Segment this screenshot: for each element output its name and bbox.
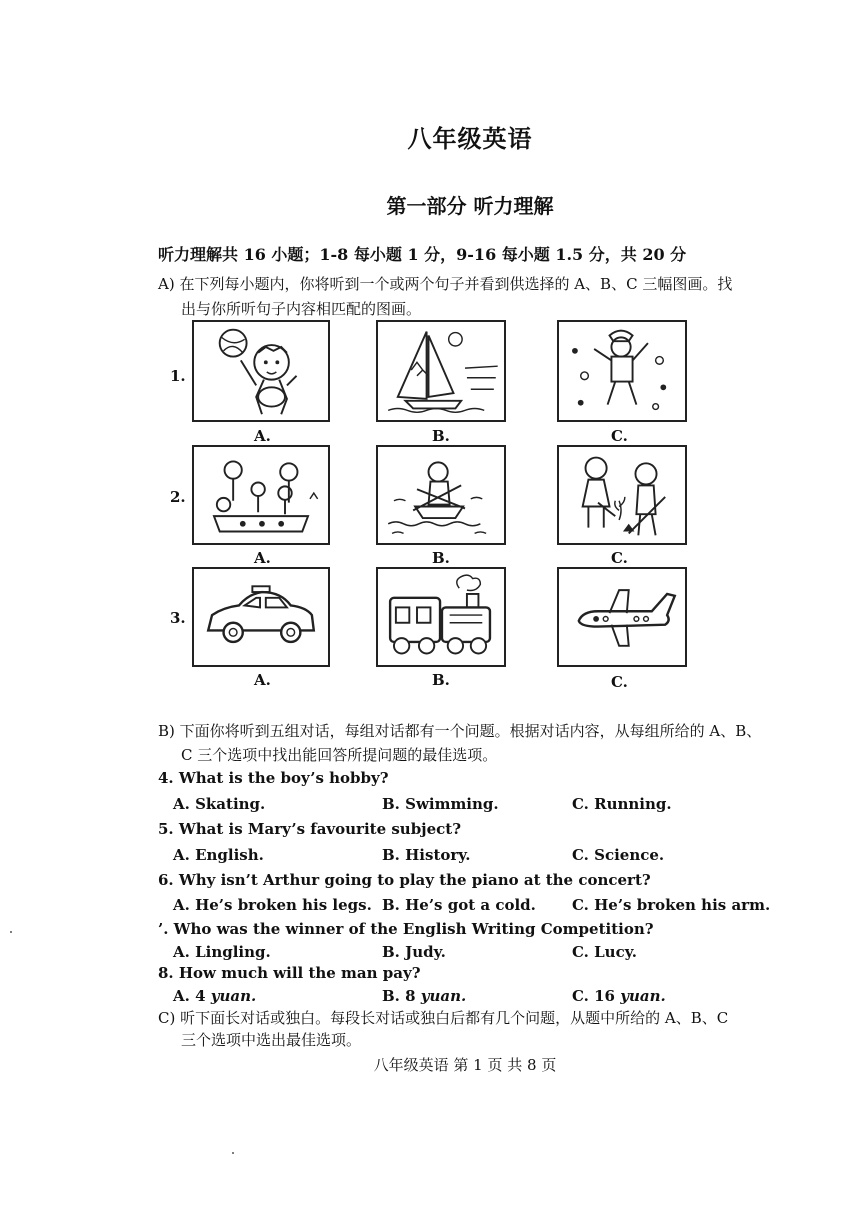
option-a-value: A. 4 bbox=[173, 987, 206, 1005]
option-a: A. English. bbox=[173, 846, 264, 864]
option-label: C. bbox=[611, 673, 628, 691]
picture-2c bbox=[557, 445, 687, 545]
steam-train-icon bbox=[378, 569, 504, 665]
part-title: 第一部分 听力理解 bbox=[386, 194, 554, 218]
taxi-car-icon bbox=[194, 569, 328, 665]
section-c-instruction-1: C) 听下面长对话或独白。每段长对话或独白后都有几个问题，从题中所给的 A、B、C bbox=[158, 1009, 729, 1027]
option-c: C. Lucy. bbox=[572, 943, 637, 961]
picture-1c bbox=[557, 320, 687, 422]
question-8: 8. How much will the man pay? bbox=[158, 964, 421, 982]
option-b: B. Swimming. bbox=[382, 795, 499, 813]
picture-2a bbox=[192, 445, 330, 545]
section-c-instruction-2: 三个选项中选出最佳选项。 bbox=[181, 1031, 362, 1049]
option-c: C. He’s broken his arm. bbox=[572, 896, 771, 914]
section-b-instruction-1: B) 下面你将听到五组对话，每组对话都有一个问题。根据对话内容，从每组所给的 A、B、 bbox=[158, 722, 762, 740]
option-a bbox=[173, 987, 256, 1005]
question-4: 4. What is the boy’s hobby? bbox=[158, 769, 389, 787]
question-number: 2. bbox=[170, 488, 186, 506]
option-b-value: B. 8 bbox=[382, 987, 416, 1005]
option-label: C. bbox=[611, 427, 628, 445]
option-c: C. Science. bbox=[572, 846, 665, 864]
page-title: 八年级英语 bbox=[407, 124, 533, 153]
intro-line: 听力理解共 16 小题；1-8 每小题 1 分，9-16 每小题 1.5 分，共 20 分 bbox=[158, 245, 687, 264]
picture-3a bbox=[192, 567, 330, 667]
question-5: 5. What is Mary’s favourite subject? bbox=[158, 820, 462, 838]
question-7: ’. Who was the winner of the English Writing Competition? bbox=[158, 920, 654, 938]
unit: yuan. bbox=[210, 987, 257, 1005]
option-label: A. bbox=[254, 549, 271, 567]
option-label: A. bbox=[254, 427, 271, 445]
picture-3c bbox=[557, 567, 687, 667]
option-b: B. Judy. bbox=[382, 943, 446, 961]
scan-speck bbox=[10, 931, 12, 933]
airplane-icon bbox=[559, 569, 685, 665]
children-planting-tree-icon bbox=[559, 447, 685, 543]
question-6: 6. Why isn’t Arthur going to play the piano at the concert? bbox=[158, 871, 651, 889]
option-label: A. bbox=[254, 671, 271, 689]
option-a: A. He’s broken his legs. bbox=[173, 896, 372, 914]
picture-3b bbox=[376, 567, 506, 667]
picture-1a bbox=[192, 320, 330, 422]
option-c: C. Running. bbox=[572, 795, 672, 813]
unit: yuan. bbox=[620, 987, 666, 1005]
family-picnic-icon bbox=[194, 447, 328, 543]
rock-climber-icon bbox=[559, 322, 685, 420]
option-c bbox=[572, 987, 666, 1005]
option-a: A. Lingling. bbox=[173, 943, 271, 961]
volleyball-player-icon bbox=[194, 322, 328, 420]
question-number: 1. bbox=[170, 367, 186, 385]
section-b-instruction-2: C 三个选项中找出能回答所提问题的最佳选项。 bbox=[181, 746, 498, 764]
picture-2b bbox=[376, 445, 506, 545]
option-a: A. Skating. bbox=[173, 795, 266, 813]
boy-rowing-boat-icon bbox=[378, 447, 504, 543]
option-b: B. History. bbox=[382, 846, 471, 864]
option-label: B. bbox=[432, 427, 450, 445]
unit: yuan. bbox=[420, 987, 467, 1005]
picture-1b bbox=[376, 320, 506, 422]
option-b bbox=[382, 987, 466, 1005]
scan-speck bbox=[232, 1152, 234, 1154]
page-footer: 八年级英语 第 1 页 共 8 页 bbox=[373, 1056, 557, 1074]
section-a-instruction-1: A) 在下列每小题内，你将听到一个或两个句子并看到供选择的 A、B、C 三幅图画。找 bbox=[158, 275, 733, 293]
option-label: B. bbox=[432, 671, 450, 689]
sailboat-icon bbox=[378, 322, 504, 420]
option-c-value: C. 16 bbox=[572, 987, 615, 1005]
question-number: 3. bbox=[170, 609, 186, 627]
option-label: B. bbox=[432, 549, 450, 567]
section-a-instruction-2: 出与你所听句子内容相匹配的图画。 bbox=[181, 300, 422, 318]
option-b: B. He’s got a cold. bbox=[382, 896, 536, 914]
option-label: C. bbox=[611, 549, 628, 567]
